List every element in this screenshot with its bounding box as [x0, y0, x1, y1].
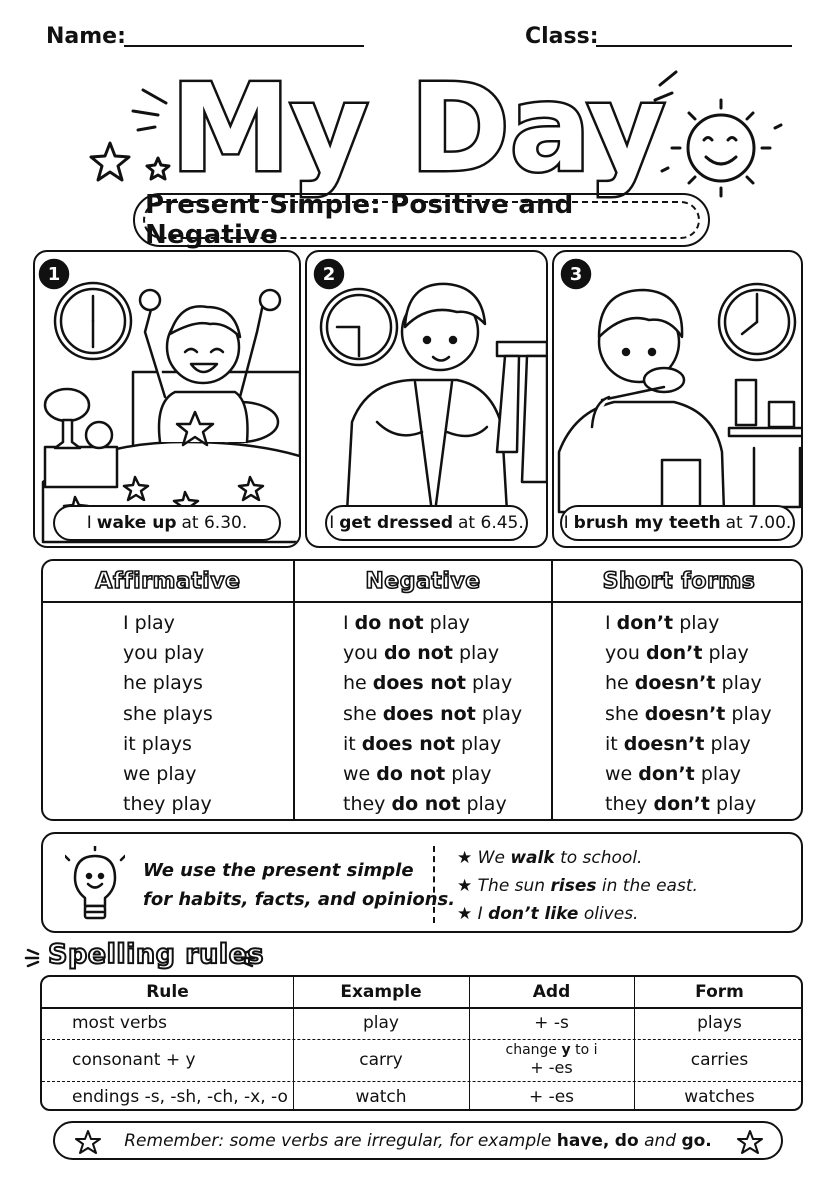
- affirmative-column: [43, 561, 295, 819]
- example-item: ★ We walk to school.: [457, 848, 643, 868]
- affirmative-row: he plays: [123, 672, 203, 695]
- add-header: Add: [532, 982, 571, 1002]
- negative-row: they do not play: [343, 793, 507, 816]
- subtitle-text: Present Simple: Positive and Negative: [143, 201, 700, 239]
- short-row: they don’t play: [605, 793, 757, 816]
- example-item: ★ I don’t like olives.: [457, 904, 639, 924]
- negative-row: she does not play: [343, 702, 523, 725]
- add-cell: + -es: [528, 1087, 575, 1107]
- sun-icon: [662, 100, 781, 196]
- title-decorations: [0, 0, 840, 200]
- usage-text: We use the present simple for habits, facts, and opinions.: [143, 860, 456, 910]
- spelling-rules-title: Spelling rules: [48, 939, 264, 970]
- caption-wake-up: I wake up at 6.30.: [53, 505, 281, 541]
- class-label: Class:: [525, 24, 599, 49]
- short-row: you don’t play: [605, 642, 749, 665]
- page-title: My Day: [170, 60, 666, 199]
- grammar-table: [41, 559, 803, 821]
- svg-text:1: 1: [47, 264, 61, 285]
- rule-cell: endings -s, -sh, -ch, -x, -o: [72, 1087, 288, 1107]
- name-label: Name:: [46, 24, 126, 49]
- negative-row: I do not play: [343, 612, 470, 634]
- star-icon: [91, 143, 169, 180]
- form-cell: watches: [684, 1087, 755, 1107]
- brush-teeth-scene-icon: [554, 252, 803, 548]
- negative-row: it does not play: [343, 732, 502, 755]
- affirmative-row: I play: [123, 612, 175, 634]
- example-item: ★ The sun rises in the east.: [457, 876, 698, 896]
- panel-get-dressed: [305, 250, 548, 548]
- negative-row: he does not play: [343, 672, 513, 695]
- short-row: it doesn’t play: [605, 732, 751, 755]
- example-cell: carry: [359, 1050, 403, 1070]
- add-cell: + -s: [534, 1013, 569, 1033]
- affirmative-row: you play: [123, 642, 205, 665]
- subtitle-banner: [133, 190, 710, 250]
- spelling-table: [40, 975, 803, 1111]
- note-divider: [433, 846, 435, 923]
- rule-cell: consonant + y: [72, 1050, 196, 1070]
- negative-row: we do not play: [343, 762, 492, 785]
- negative-header: Negative: [365, 568, 481, 594]
- short-row: we don’t play: [605, 762, 742, 785]
- example-cell: watch: [355, 1087, 407, 1107]
- wake-up-scene-icon: [35, 252, 301, 548]
- panel-brush-teeth: [552, 250, 803, 548]
- usage-note: [41, 832, 803, 933]
- negative-row: you do not play: [343, 642, 500, 665]
- affirmative-header: Affirmative: [95, 568, 241, 594]
- short-forms-header: Short forms: [602, 568, 756, 594]
- add-cell: change y to i + -es: [505, 1042, 598, 1077]
- rule-cell: most verbs: [72, 1013, 168, 1033]
- short-row: he doesn’t play: [605, 672, 762, 695]
- negative-column: [295, 561, 553, 819]
- rule-header: Rule: [146, 982, 189, 1002]
- example-header: Example: [340, 982, 422, 1002]
- remember-banner: Remember: some verbs are irregular, for example have, do and go.: [53, 1121, 783, 1160]
- short-row: she doesn’t play: [605, 702, 772, 725]
- svg-text:2: 2: [322, 264, 336, 285]
- form-cell: carries: [690, 1050, 749, 1070]
- panel-wake-up: [33, 250, 301, 548]
- example-cell: play: [363, 1013, 399, 1033]
- svg-text:3: 3: [569, 264, 583, 285]
- star-icon: [737, 1129, 763, 1155]
- affirmative-row: we play: [123, 762, 197, 785]
- affirmative-row: it plays: [123, 732, 192, 755]
- lightbulb-icon: [65, 846, 125, 926]
- form-header: Form: [695, 982, 744, 1002]
- caption-get-dressed: I get dressed at 6.45.: [325, 505, 528, 541]
- short-forms-column: [553, 561, 803, 819]
- affirmative-row: she plays: [123, 702, 213, 725]
- form-cell: plays: [697, 1013, 742, 1033]
- get-dressed-scene-icon: [307, 252, 548, 548]
- star-icon: [75, 1129, 101, 1155]
- affirmative-row: they play: [123, 793, 212, 816]
- caption-brush-teeth: I brush my teeth at 7.00.: [560, 505, 795, 541]
- short-row: I don’t play: [605, 612, 720, 634]
